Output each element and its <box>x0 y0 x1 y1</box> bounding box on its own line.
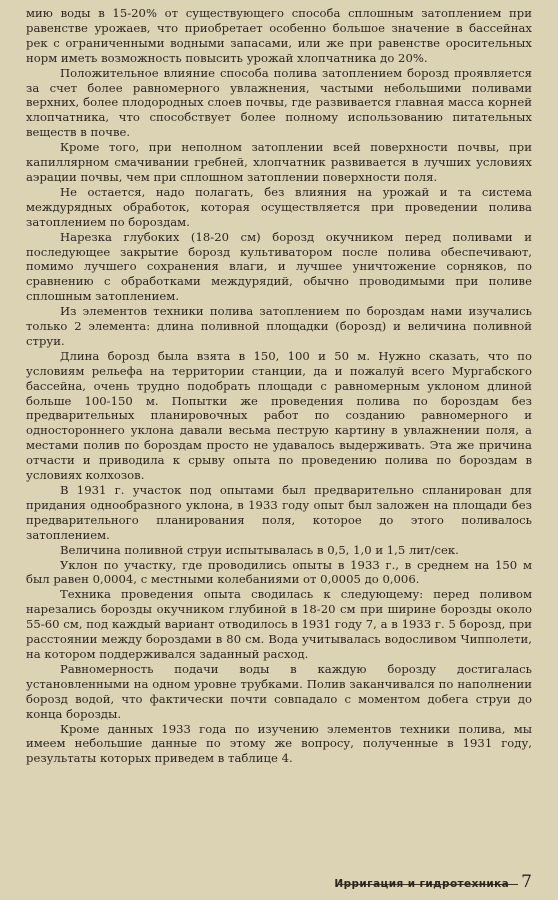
paragraph: Кроме того, при неполном затоплении всей поверхности почвы, при капиллярном смачивании гребней, хлопчатник развивается в лучших условиях аэрации почвы, чем при сплошном затоплении поверхности поля. <box>26 140 532 184</box>
body-text <box>26 6 532 766</box>
paragraph: Величина поливной струи испытывалась в 0,5, 1,0 и 1,5 лит/сек. <box>60 542 459 557</box>
paragraph: Не остается, надо полагать, без влияния на урожай и та система междурядных обработок, которая осуществляется при проведении полива затоплением по бороздам. <box>26 184 532 229</box>
paragraph: Равномерность подачи воды в каждую борозду достигалась установленными на одном уровне трубками. Полив заканчивался по наполнении борозд водой, что фактически почти совпадало с моментом добега струи до конца борозды. <box>26 661 532 721</box>
paragraph: В 1931 г. участок под опытами был предварительно спланирован для придания однообразного уклона, в 1933 году опыт был заложен на площади без предварительного планирования поля, которое до этого поливалось затоплением. <box>26 483 532 542</box>
paragraph: Кроме данных 1933 года по изучению элементов техники полива, мы имеем небольшие данные по этому же вопросу, полученные в 1931 году, результаты которых приведем в таблице 4. <box>26 721 532 766</box>
journal-title: Ирригация и гидротехника <box>334 878 510 890</box>
paragraph: Из элементов техники полива затоплением по бороздам нами изучались только 2 элемента: длина поливной площадки (борозд) и величина поливной струи. <box>26 304 532 348</box>
paragraph: Нарезка глубоких (18-20 см) борозд окучником перед поливами и последующее закрытие борозд культиватором после полива обеспечивают, помимо лучшего сохранения влаги, и лучшее уничтожение сорняков, по сравнению с обработками междурядий, обычно проводимыми при поливе сплошным затоплением. <box>26 229 532 304</box>
paragraph: мию воды в 15-20% от существующего способа сплошным затоплением при равенстве урожаев, что приобретает особенно большое значение в бассейнах рек с ограниченными водными запасами, или же при равенстве оросительных норм иметь возможность повысить урожай хлопчатника до 20%. <box>26 6 532 65</box>
paragraph: Длина борозд была взята в 150, 100 и 50 м. Нужно сказать, что по условиям рельефа на территории станции, да и пожалуй всего Мургабского бассейна, очень трудно подобрать площади с равномерным уклоном длиной больше 100-150 м. Попытки же проведения полива по бороздам без предварительных планировочных работ по созданию равномерного и одностороннего уклона давали весьма пеструю картину в увлажнении поля, а местами полив по бороздам просто не удавалось выдерживать. Эта же причина отчасти и приводила к срыву опыта по проведению полива по бороздам в условиях колхозов. <box>26 348 532 483</box>
paragraph: Положительное влияние способа полива затоплением борозд проявляется за счет более равномерного увлажнения, частыми небольшими поливами верхних, более плодородных слоев почвы, где развивается главная масса корней хлопчатника, что способствует более полному использованию питательных веществ в почве. <box>26 65 532 140</box>
paragraph: Техника проведения опыта сводилась к следующему: перед поливом нарезались борозды окучником глубиной в 18-20 см при ширине борозды около 55-60 см, под каждый вариант отводилось в 1931 году 7, а в 1933 г. 5 борозд, при расстоянии между бороздами в 80 см. Вода учитывалась водосливом Чипполети, на котором поддерживался заданный расход. <box>26 587 532 661</box>
paragraph: Уклон по участку, где проводились опыты в 1933 г., в среднем на 150 м был равен 0,0004, с местными колебаниями от 0,0005 до 0,006. <box>26 557 532 587</box>
page-footer <box>0 872 532 892</box>
page-number: 7 <box>521 872 532 892</box>
